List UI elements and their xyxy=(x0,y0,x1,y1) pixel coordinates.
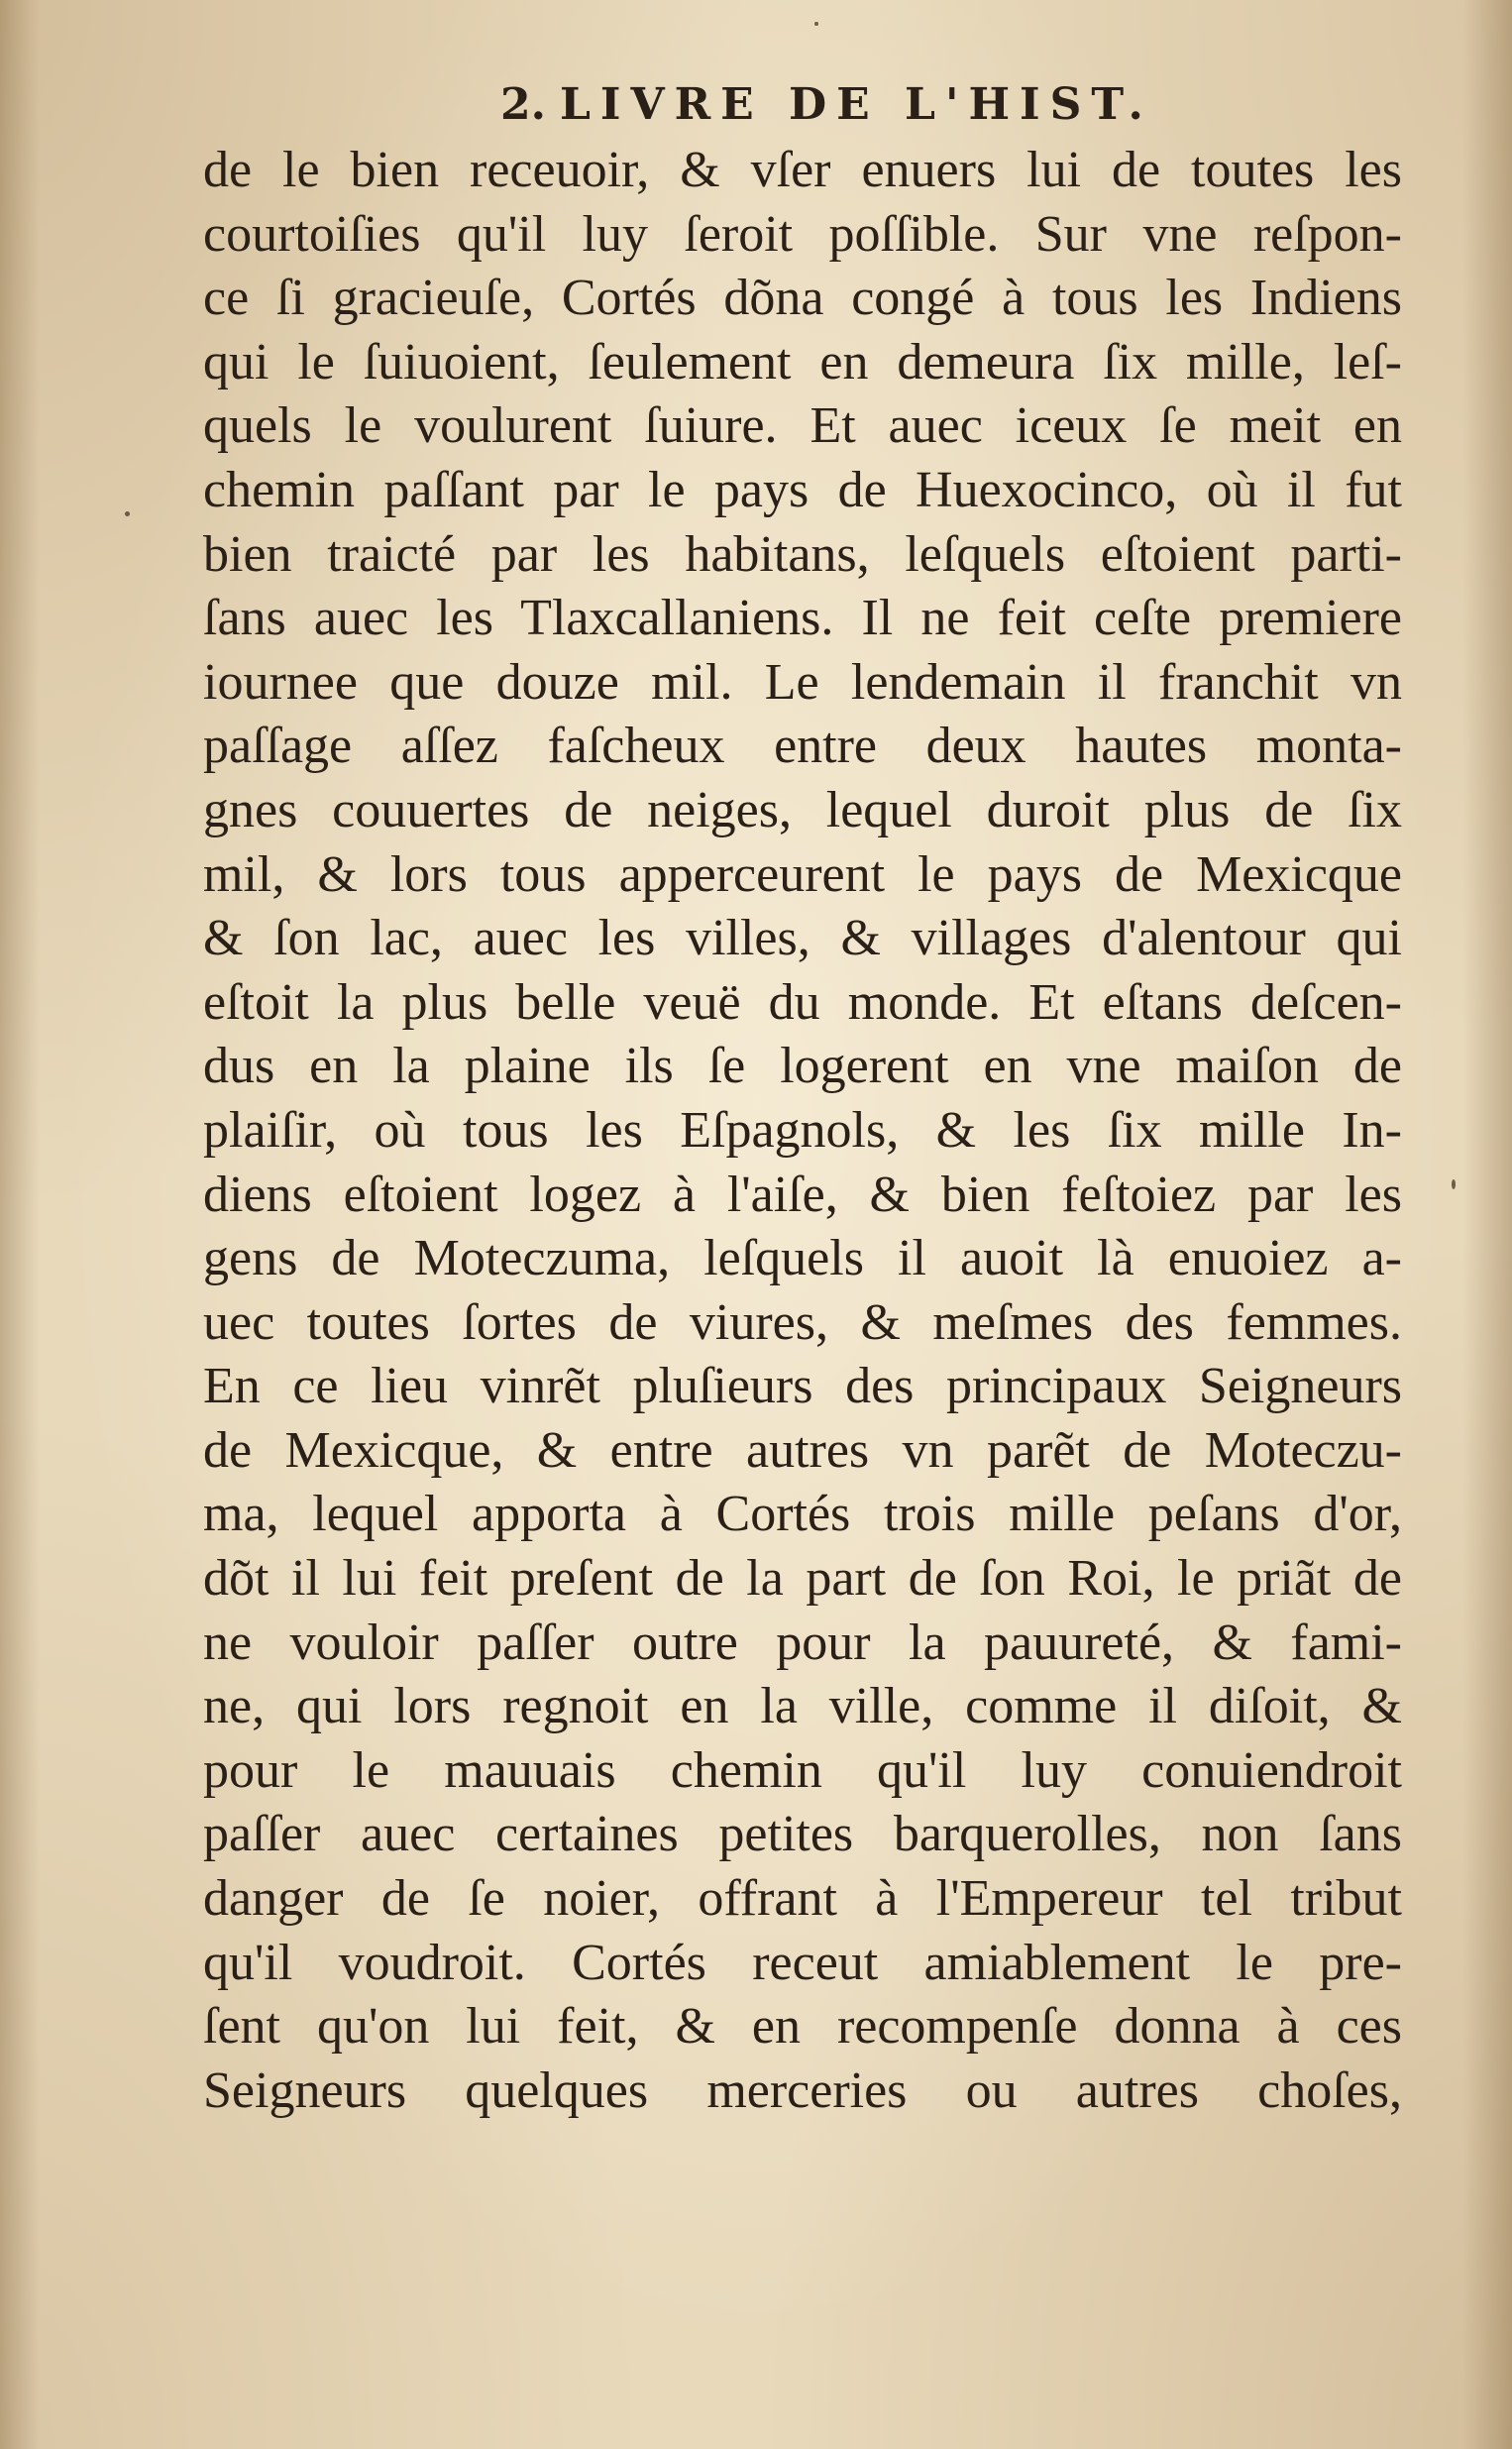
text-line: ſent qu'on lui feit, & en recompenſe donna à ces xyxy=(203,1998,1402,2056)
text-line: qui le ſuiuoient, ſeulement en demeura ſix mille, leſ- xyxy=(203,333,1402,390)
text-line: gnes couuertes de neiges, lequel duroit plus de ſix xyxy=(203,781,1402,838)
text-line: paſſage aſſez faſcheux entre deux hautes monta- xyxy=(203,718,1402,775)
text-line: ma, lequel apporta à Cortés trois mille peſans d'or, xyxy=(203,1486,1402,1543)
text-line: de le bien receuoir, & vſer enuers lui de toutes les xyxy=(203,142,1402,198)
running-head xyxy=(500,79,1153,130)
text-line: plaiſir, où tous les Eſpagnols, & les ſix mille In- xyxy=(203,1101,1402,1159)
text-line: uec toutes ſortes de viures, & meſmes des femmes. xyxy=(203,1293,1402,1351)
text-line: paſſer auec certaines petites barquerolles, non ſans xyxy=(203,1806,1402,1863)
text-line: courtoiſies qu'il luy ſeroit poſſible. Sur vne reſpon- xyxy=(203,205,1402,263)
paper-speck xyxy=(1452,1179,1456,1189)
text-line: En ce lieu vinrẽt pluſieurs des principaux Seigneurs xyxy=(203,1358,1402,1415)
text-line: & ſon lac, auec les villes, & villages d'alentour qui xyxy=(203,910,1402,967)
paper-speck xyxy=(814,22,818,26)
text-line: Seigneurs quelques merceries ou autres choſes, xyxy=(203,2061,1402,2119)
text-line: iournee que douze mil. Le lendemain il franchit vn xyxy=(203,653,1402,711)
text-line: ſans auec les Tlaxcallaniens. Il ne feit ceſte premiere xyxy=(203,590,1402,647)
text-line: mil, & lors tous apperceurent le pays de Mexicque xyxy=(203,845,1402,903)
text-line: bien traicté par les habitans, leſquels eſtoient parti- xyxy=(203,525,1402,583)
text-line: dõt il lui feit preſent de la part de ſon Roi, le priãt de xyxy=(203,1550,1402,1608)
text-line: qu'il voudroit. Cortés receut amiablement le pre- xyxy=(203,1934,1402,1991)
text-line: quels le voulurent ſuiure. Et auec iceux ſe meit en xyxy=(203,397,1402,455)
text-line: ne, qui lors regnoit en la ville, comme il diſoit, & xyxy=(203,1678,1402,1735)
text-line: ce ſi gracieuſe, Cortés dõna congé à tous les Indiens xyxy=(203,270,1402,327)
text-line: ne vouloir paſſer outre pour la pauureté, & fami- xyxy=(203,1614,1402,1671)
text-line: diens eſtoient logez à l'aiſe, & bien feſtoiez par les xyxy=(203,1166,1402,1223)
text-line: chemin paſſant par le pays de Huexocinco, où il fut xyxy=(203,461,1402,518)
running-head-title: LIVRE DE L'HIST. xyxy=(559,79,1153,130)
text-line: eſtoit la plus belle veuë du monde. Et eſtans deſcen- xyxy=(203,973,1402,1031)
page-edge-shadow-left xyxy=(0,0,40,2449)
paper-speck xyxy=(125,511,130,516)
text-line: de Mexicque, & entre autres vn parẽt de Moteczu- xyxy=(203,1421,1402,1479)
page-number: 2. xyxy=(500,79,546,130)
text-line: danger de ſe noier, offrant à l'Empereur tel tribut xyxy=(203,1870,1402,1928)
page-edge-shadow-right xyxy=(1462,0,1512,2449)
text-line: dus en la plaine ils ſe logerent en vne maiſon de xyxy=(203,1038,1402,1095)
text-line: pour le mauuais chemin qu'il luy conuiendroit xyxy=(203,1741,1402,1799)
body-text xyxy=(203,139,1402,2123)
text-line: gens de Moteczuma, leſquels il auoit là enuoiez a- xyxy=(203,1230,1402,1287)
